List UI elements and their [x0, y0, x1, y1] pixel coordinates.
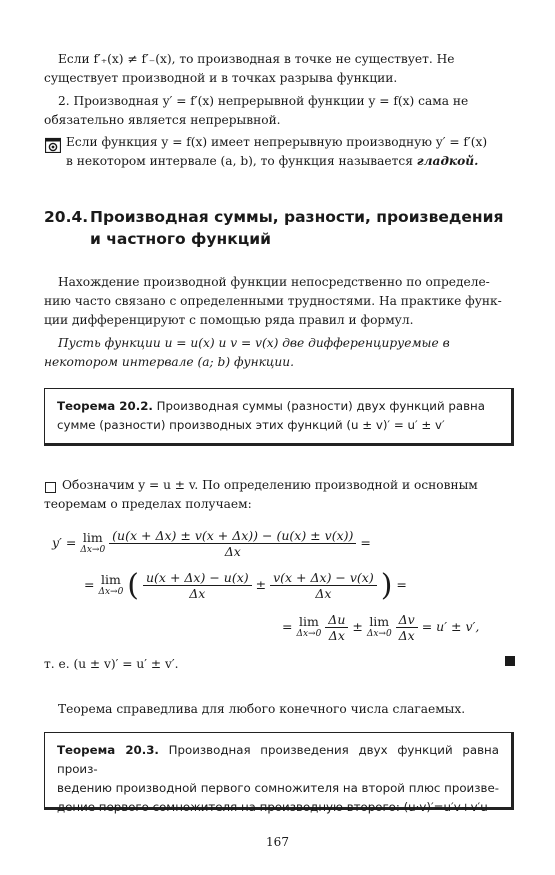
theorem-label: Теорема 20.2. [57, 399, 153, 413]
denominator: Δx [189, 586, 206, 601]
equation-line-3: = lim Δx→0 $\frac{\Delta u}{\Delta x}$ ± lim Δx→0 $\frac{\Delta v}{\Delta x}$ = u′ ± v′, [282, 612, 480, 643]
qed-icon [505, 656, 515, 666]
limit-operator [296, 613, 322, 640]
fraction [325, 612, 348, 643]
paragraph-line: теоремам о пределах получаем: [44, 497, 252, 511]
theorem-text: сумме (разности) производных этих функций (u ± v)′ = u′ ± v′ [57, 418, 445, 432]
theorem-box [44, 388, 514, 446]
paragraph-line: 2. Производная y′ = f′(x) непрерывной функции y = f(x) сама не [58, 94, 469, 108]
theorem-box [44, 732, 514, 814]
fraction [109, 528, 356, 559]
paragraph-line: Пусть функции u = u(x) и v = v(x) две дифференцируемые в [58, 336, 450, 350]
paragraph-line: Обозначим y = u ± v. По определению производной и основным [62, 478, 478, 492]
fraction [396, 612, 418, 643]
denominator: Δx [315, 586, 332, 601]
page-number: 167 [266, 835, 289, 849]
lim-text: lim [100, 571, 121, 587]
proof-start-icon [45, 482, 56, 493]
theorem-text: ведению производной первого сомножителя на второй плюс произве- [57, 781, 499, 795]
fraction [143, 570, 252, 601]
section-heading [44, 206, 514, 250]
limit-operator [366, 613, 392, 640]
section-title-line2: и частного функций [90, 230, 271, 248]
paragraph-line: Нахождение производной функции непосредственно по определе- [58, 275, 490, 289]
fraction [270, 570, 377, 601]
denominator: Δx [224, 544, 241, 559]
theorem-text: Производная произведения двух функций равна произ- [57, 743, 499, 776]
paragraph-text: в некотором интервале (a, b), то функция называется [66, 154, 417, 168]
section-title-line1: Производная суммы, разности, произведения [90, 208, 504, 226]
equation-result: = u′ ± v′, [421, 619, 480, 634]
paragraph-line: существует производной и в точках разрыва функции. [44, 71, 398, 85]
paragraph-line: нию часто связано с определенными трудностями. На практике функ- [44, 294, 502, 308]
limit-operator [98, 571, 124, 598]
lim-text: lim [82, 529, 103, 545]
equation-line-1: y′ = lim Δx→0 $\frac{(u(x + \Delta x) \pm v(x + \Delta x)) - (u(x) \pm v(x))}{\Delta x}$ = [52, 528, 371, 559]
equation-line-2: = lim Δx→0 ( $\frac{u(x + \Delta x) - u(x)}{\Delta x}$ ± $\frac{v(x + \Delta x) - v(x)}{\Delta x}$ ) = [84, 568, 407, 603]
lim-subscript: Δx→0 [296, 628, 322, 639]
limit-operator [80, 529, 106, 556]
proof-conclusion: т. е. (u ± v)′ = u′ ± v′. [44, 657, 179, 671]
section-number: 20.4. [44, 208, 89, 226]
paragraph-line: Если функция y = f(x) имеет непрерывную производную y′ = f′(x) [66, 135, 488, 149]
lim-subscript: Δx→0 [98, 586, 124, 597]
denominator: Δx [398, 628, 415, 643]
theorem-text: дение первого сомножителя на производную второго: (u·v)′=u′v+v′u [57, 800, 488, 814]
lim-subscript: Δx→0 [80, 544, 106, 555]
paragraph-line [66, 152, 514, 172]
numerator: v(x + Δx) − v(x) [270, 570, 377, 586]
numerator: (u(x + Δx) ± v(x + Δx)) − (u(x) ± v(x)) [109, 528, 356, 544]
paragraph-line: обязательно является непрерывной. [44, 113, 281, 127]
equation-lhs: y′ = [52, 535, 77, 550]
paragraph-line: Если f′₊(x) ≠ f′₋(x), то производная в точке не существует. Не [58, 52, 455, 66]
lim-text: lim [369, 613, 390, 629]
paragraph-line: некотором интервале (a; b) функции. [44, 355, 294, 369]
lim-text: lim [298, 613, 319, 629]
remark: Теорема справедлива для любого конечного числа слагаемых. [58, 702, 466, 716]
denominator: Δx [328, 628, 345, 643]
numerator: u(x + Δx) − u(x) [143, 570, 252, 586]
theorem-text: Производная суммы (разности) двух функций равна [152, 399, 485, 413]
numerator: Δv [396, 612, 418, 628]
theorem-label: Теорема 20.3. [57, 743, 159, 757]
note-icon [45, 137, 61, 153]
lim-subscript: Δx→0 [366, 628, 392, 639]
paragraph-line: ции дифференцируют с помощью ряда правил и формул. [44, 313, 414, 327]
numerator: Δu [325, 612, 348, 628]
term-smooth: гладкой. [416, 154, 479, 168]
